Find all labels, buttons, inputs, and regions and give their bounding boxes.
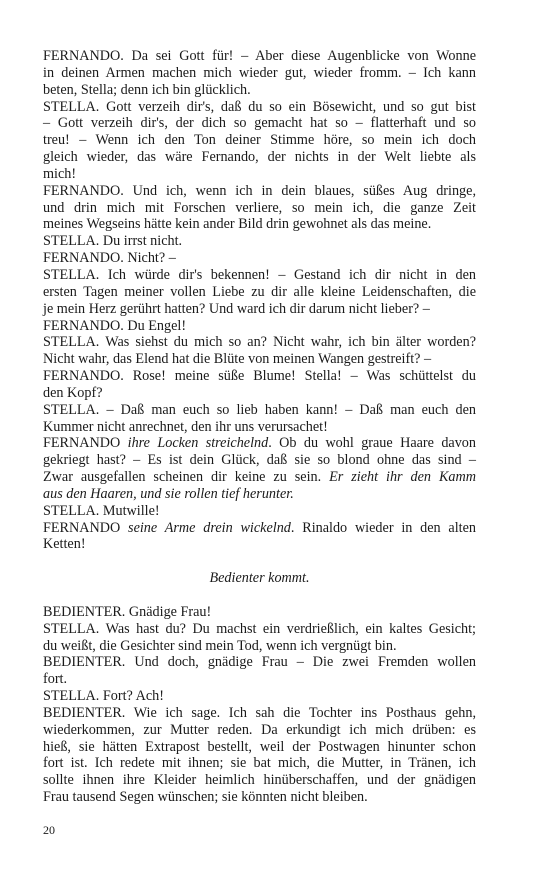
text-line	[43, 216, 476, 233]
text-line	[43, 621, 476, 638]
text-line	[43, 132, 476, 149]
text-segment: BEDIENTER. Gnädige Frau!	[43, 603, 212, 620]
text-segment: beten, Stella; denn ich bin glücklich.	[43, 81, 251, 98]
text-segment: wiederkommen, zur Mutter reden. Da erkundigt ich mich drüben: es	[43, 721, 476, 738]
text-line	[43, 99, 476, 116]
text-segment: STELLA. Du irrst nicht.	[43, 233, 183, 250]
text-segment: STELLA. – Daß man euch so lieb haben kann! – Daß man euch den	[43, 401, 476, 418]
text-line	[43, 183, 476, 200]
text-segment: du weißt, die Gesichter sind mein Tod, wenn ich vergnügt bin.	[43, 637, 397, 654]
text-line	[43, 48, 476, 65]
stage-direction: Bedienter kommt.	[209, 570, 310, 587]
text-line	[43, 301, 476, 318]
text-line	[43, 334, 476, 351]
text-segment: gleich wieder, das wäre Fernando, der nichts in der Welt liebte als	[43, 149, 476, 166]
text-segment: FERNANDO	[43, 435, 128, 452]
text-line	[43, 318, 476, 335]
text-line	[43, 638, 476, 655]
text-line	[43, 722, 476, 739]
text-segment: je mein Herz gerührt hatten? Und ward ich dir darum nicht lieber? –	[43, 300, 430, 317]
text-line	[43, 705, 476, 722]
text-line	[43, 772, 476, 789]
text-segment: fort.	[43, 671, 68, 688]
blank-line	[43, 553, 476, 570]
text-line	[43, 486, 476, 503]
text-line	[43, 654, 476, 671]
text-line	[43, 755, 476, 772]
text-body	[43, 48, 476, 806]
blank-line	[43, 587, 476, 604]
text-segment: Zwar ausgefallen scheinen dir keine zu sein.	[43, 469, 330, 486]
text-line	[43, 149, 476, 166]
text-line	[43, 351, 476, 368]
text-line	[43, 452, 476, 469]
text-segment: BEDIENTER. Wie ich sage. Ich sah die Tochter ins Posthaus gehn,	[43, 704, 476, 721]
text-segment: FERNANDO. Rose! meine süße Blume! Stella! – Was schüttelst du	[43, 368, 476, 385]
stage-direction-text: seine Arme drein wickelnd	[128, 519, 291, 536]
text-line	[43, 115, 476, 132]
text-line	[43, 520, 476, 537]
stage-direction-text: aus den Haaren, und sie rollen tief herunter.	[43, 485, 294, 502]
text-segment: in deinen Armen machen mich wieder gut, wieder fromm. – Ich kann	[43, 64, 476, 81]
text-line	[43, 688, 476, 705]
text-segment: – Gott verzeih dir's, der dich so gemacht hat so – flatterhaft und so	[43, 115, 476, 132]
text-segment: . Ob du wohl graue Haare davon	[268, 435, 476, 452]
text-line	[43, 200, 476, 217]
text-segment: FERNANDO. Und ich, wenn ich in dein blaues, süßes Aug dringe,	[43, 182, 476, 199]
text-line	[43, 419, 476, 436]
text-line	[43, 469, 476, 486]
text-segment: FERNANDO	[43, 519, 129, 536]
text-segment: . Rinaldo wieder in den alten	[290, 519, 476, 536]
page-number: 20	[43, 823, 55, 837]
text-segment: meines Wegseins hätte kein ander Bild drin gewohnet als das meine.	[43, 216, 432, 233]
text-segment: STELLA. Mutwille!	[43, 502, 160, 519]
text-line	[43, 250, 476, 267]
text-segment: mich!	[43, 165, 77, 182]
text-line	[43, 65, 476, 82]
text-segment: gekriegt hast? – Es ist dein Glück, daß sie so blond ohne das sind –	[43, 452, 476, 469]
text-segment: den Kopf?	[43, 384, 103, 401]
text-segment: Ketten!	[43, 536, 86, 553]
text-segment: STELLA. Fort? Ach!	[43, 688, 164, 705]
text-line	[43, 368, 476, 385]
text-line	[43, 166, 476, 183]
dialogue-after-stage-direction	[43, 604, 476, 806]
text-segment: FERNANDO. Da sei Gott für! – Aber diese Augenblicke von Wonne	[43, 48, 476, 64]
text-line	[43, 739, 476, 756]
text-line	[43, 267, 476, 284]
text-line	[43, 503, 476, 520]
text-segment: Kummer nicht anrechnet, den ihr uns verursachet!	[43, 418, 328, 435]
text-segment: STELLA. Was siehst du mich so an? Nicht wahr, ich bin älter worden?	[43, 334, 476, 351]
text-line	[43, 604, 476, 621]
text-line	[43, 284, 476, 301]
text-segment: hieß, sie hätten Extrapost bestellt, weil der Postwagen hinunter schon	[43, 738, 476, 755]
text-segment: STELLA. Gott verzeih dir's, daß du so ein Bösewicht, und so gut bist	[43, 98, 476, 115]
dialogue-before-stage-direction	[43, 48, 476, 553]
text-line	[43, 385, 476, 402]
text-line	[43, 671, 476, 688]
text-segment: treu! – Wenn ich den Ton deiner Stimme höre, so mein ich doch	[43, 132, 476, 149]
text-line	[43, 233, 476, 250]
text-segment: Frau tausend Segen wünschen; sie könnten nicht bleiben.	[43, 789, 368, 806]
text-segment: Nicht wahr, das Elend hat die Blüte von meinen Wangen gestreift? –	[43, 351, 432, 368]
text-segment: STELLA. Was hast du? Du machst ein verdrießlich, ein kaltes Gesicht;	[43, 620, 476, 637]
text-segment: BEDIENTER. Und doch, gnädige Frau – Die zwei Fremden wollen	[43, 654, 476, 671]
text-segment: sollte ihnen ihre Kleider heimlich hinüberschaffen, und der gnädigen	[43, 772, 476, 789]
text-line	[43, 536, 476, 553]
text-line	[43, 789, 476, 806]
text-segment: und drin mich mit Forschen verliere, so mein ich, die ganze Zeit	[43, 199, 476, 216]
text-segment: ersten Tagen meiner vollen Liebe zu dir alle kleine Leidenschaften, die	[43, 283, 476, 300]
text-segment: FERNANDO. Du Engel!	[43, 317, 187, 334]
text-segment: STELLA. Ich würde dir's bekennen! – Gestand ich dir nicht in den	[43, 266, 476, 283]
text-line	[43, 435, 476, 452]
text-segment: fort ist. Ich redete mit ihnen; sie bat mich, die Mutter, in Tränen, ich	[43, 755, 476, 772]
text-line	[43, 82, 476, 99]
text-line	[43, 402, 476, 419]
stage-direction-text: Er zieht ihr den Kamm	[329, 469, 476, 486]
stage-direction-text: ihre Locken streichelnd	[127, 435, 269, 452]
text-segment: FERNANDO. Nicht? –	[43, 250, 176, 267]
